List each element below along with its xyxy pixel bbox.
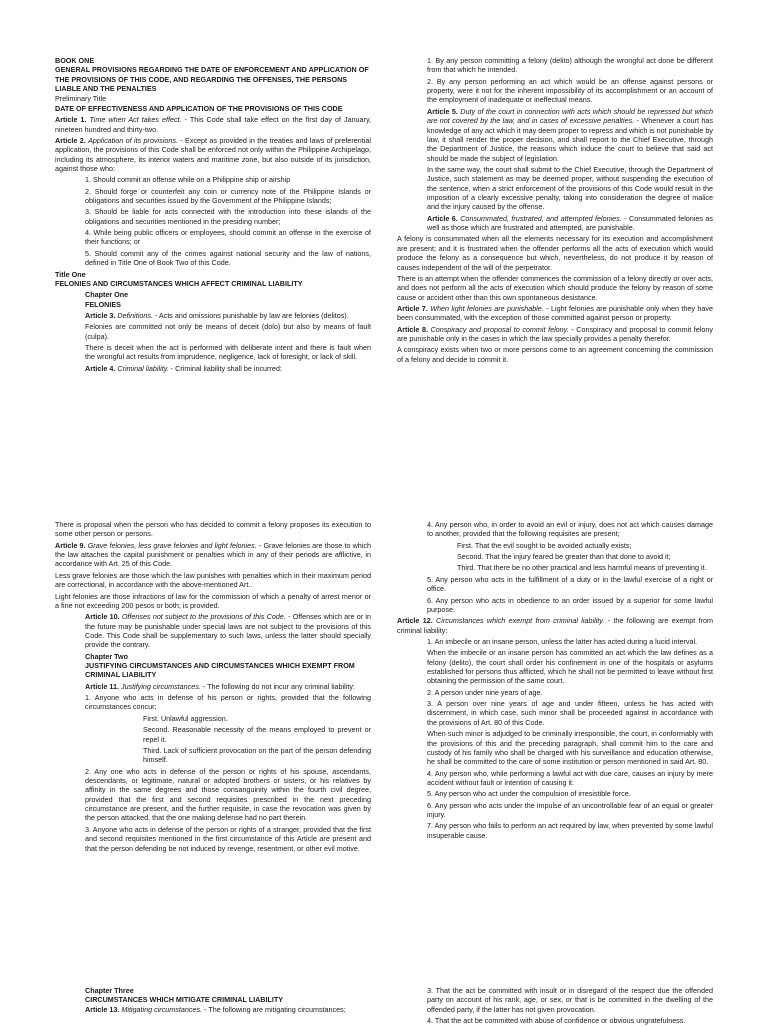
title-one: Title One xyxy=(55,269,86,279)
article-12-item-2: 2. A person under nine years of age. xyxy=(427,687,543,697)
article-11-item-4-sub: Third. That there be no other practical and less harmful means of preventing it. xyxy=(457,563,707,573)
article-2: Article 2. Application of its provisions. - Except as provided in the treaties and laws of preferential application, the provisions of this Code shall be enforced not only within the Philippine Archipelago, including its atmosphere, its interior waters and maritime zone, but also outside of its jurisdiction, against those who: xyxy=(55,135,371,173)
page3-left-column xyxy=(85,986,371,1016)
article-2-item: 2. Should forge or counterfeit any coin or currency note of the Philippine Islands or obligations and securities issued by the Government of the Philippine Islands; xyxy=(85,186,371,206)
felonies-heading: FELONIES xyxy=(85,299,121,309)
article-3-p2: Felonies are committed not only be means of deceit (dolo) but also by means of fault (culpa). xyxy=(85,322,371,341)
article-4-item-2: 2. By any person performing an act which would be an offense against persons or property, were it not for the inherent impossibility of its accomplishment or an account of the employment of inadequate or ineffectual means. xyxy=(427,76,713,105)
mitigate-heading: CIRCUMSTANCES WHICH MITIGATE CRIMINAL LIABILITY xyxy=(85,995,284,1005)
article-6: Article 6. Consummated, frustrated, and attempted felonies. - Consummated felonies as well as those which are frustrated and attempted, are punishable. xyxy=(427,213,713,233)
article-7: Article 7. When light felonies are punishable. - Light felonies are punishable only when they have been consummated, with the exception of those committed against person or property. xyxy=(397,303,713,323)
article-11-sub: First. Unlawful aggression. xyxy=(143,713,228,723)
date-effectiveness-heading: DATE OF EFFECTIVENESS AND APPLICATION OF THE PROVISIONS OF THIS CODE xyxy=(55,103,343,113)
article-2-item: 4. While being public officers or employees, should commit an offense in the exercise of their functions; or xyxy=(85,228,371,247)
page1-left-column xyxy=(55,56,371,375)
general-provisions-heading: GENERAL PROVISIONS REGARDING THE DATE OF ENFORCEMENT AND APPLICATION OF THE PROVISIONS OF THIS CODE, AND REGARDING THE OFFENSES, THE PERSONS LIABLE AND THE PENALTIES xyxy=(55,65,369,94)
article-14-item-4: 4. That the act be committed with abuse of confidence or obvious ungratefulness. xyxy=(427,1016,686,1026)
article-13: Article 13. Mitigating circumstances. - The following are mitigating circumstances; xyxy=(85,1004,346,1014)
article-12-item-5: 5. Any person who act under the compulsion of irresistible force. xyxy=(427,789,631,799)
book-heading: BOOK ONE xyxy=(55,56,95,65)
article-9-p2: Less grave felonies are those which the law punishes with penalties which in their maximum period are correctional, in accordance with the above-mentioned Art.. xyxy=(55,570,371,590)
article-12-item-1: 1. An imbecile or an insane person, unless the latter has acted during a lucid interval. xyxy=(427,636,698,646)
article-11-item-4-sub: Second. That the injury feared be greater than that done to avoid it; xyxy=(457,552,671,562)
article-11: Article 11. Justifying circumstances. - The following do not incur any criminal liability: xyxy=(85,681,355,691)
article-11-item-6: 6. Any person who acts in obedience to an order issued by a superior for some lawful purpose. xyxy=(427,595,713,614)
chapter-three: Chapter Three xyxy=(85,986,134,995)
article-8: Article 8. Conspiracy and proposal to commit felony. - Conspiracy and proposal to commit felony are punishable only in the cases in which the law specially provides a penalty therefor. xyxy=(397,324,713,344)
article-11-item-3: 3. Anyone who acts in defense of the person or rights of a stranger, provided that the first and second requisites mentioned in the first circumstance of this Article are present and that the person defending be not induced by revenge, resentment, or other evil motive. xyxy=(85,824,371,853)
article-4-item-1: 1. By any person committing a felony (delito) although the wrongful act done be different from that which he intended. xyxy=(427,56,713,75)
article-12-item-7: 7. Any person who fails to perform an act required by law, when prevented by some lawful insuperable cause. xyxy=(427,821,713,840)
justifying-heading: JUSTIFYING CIRCUMSTANCES AND CIRCUMSTANCES WHICH EXEMPT FROM CRIMINAL LIABILITY xyxy=(85,661,355,680)
chapter-one: Chapter One xyxy=(85,290,129,300)
article-12-item-1-p2: When the imbecile or an insane person has committed an act which the law defines as a felony (delito), the court shall order his confinement in one of the hospitals or asylums established for persons thus afflicted, which he shall not be permitted to leave without first obtaining the permission of the same court. xyxy=(427,648,713,686)
felonies-circumstances-heading: FELONIES AND CIRCUMSTANCES WHICH AFFECT CRIMINAL LIABILITY xyxy=(55,278,303,288)
article-8-p2: A conspiracy exists when two or more persons come to an agreement concerning the commission of a felony and decide to commit it. xyxy=(397,345,713,364)
article-12-item-3-p2: When such minor is adjudged to be criminally irresponsible, the court, in conformably with the provisions of this and the preceding paragraph, shall commit him to the care and custody of his family who shall be charged with his surveillance and education otherwise, he shall be committed to the care of some institution or person mentioned in said Art. 80. xyxy=(427,729,713,767)
page2-right-column xyxy=(397,520,713,842)
article-5: Article 5. Duty of the court in connection with acts which should be repressed but which are not covered by the law, and in cases of excessive penalties. - Whenever a court has knowledge of any act which it may deem proper to repress and which is not punishable by law, it shall render the proper decision, and shall report to the Chief Executive, through the Department of Justice, the reasons which induce the court to believe that said act should be made the subject of legislation. xyxy=(427,106,713,163)
article-12-item-6: 6. Any person who acts under the impulse of an uncontrollable fear of an equal or greater injury. xyxy=(427,800,713,820)
article-6-p3: There is an attempt when the offender commences the commission of a felony directly or over acts, and does not perform all the acts of execution which should produce the felony by reason of some cause or accident other than this own spontaneous desistance. xyxy=(397,273,713,302)
article-11-sub: Second. Reasonable necessity of the means employed to prevent or repel it. xyxy=(143,725,371,744)
article-6-p2: A felony is consummated when all the elements necessary for its execution and accomplishment are present; and it is frustrated when the offender performs all the acts of execution which would produce the felony as a consequence but which, nevertheless, do not produce it by reason of causes independent of the will of the perpetrator. xyxy=(397,234,713,272)
article-14-item-3: 3. That the act be committed with insult or in disregard of the respect due the offended party on account of his rank, age, or sex, or that is be committed in the dwelling of the offended party, if the latter has not given provocation. xyxy=(427,986,713,1014)
page2-left-column xyxy=(55,520,371,855)
article-12-item-4: 4. Any person who, while performing a lawful act with due care, causes an injury by mere accident without fault or intention of causing it. xyxy=(427,768,713,787)
preliminary-title: Preliminary Title xyxy=(55,94,107,104)
article-2-item: 1. Should commit an offense while on a Philippine ship or airship xyxy=(85,175,291,185)
chapter-two: Chapter Two xyxy=(85,651,128,661)
page3-right-column xyxy=(427,986,713,1027)
page1-right-column xyxy=(397,56,713,366)
proposal-paragraph: There is proposal when the person who has decided to commit a felony proposes its execution to some other person or persons. xyxy=(55,520,371,539)
article-11-item-2: 2. Any one who acts in defense of the person or rights of his spouse, ascendants, descendants, or legitimate, natural or adopted brothers or sisters, or his relatives by affinity in the same degrees and those consanguinity within the fourth civil degree, provided that the first and second requisites prescribed in the next preceding circumstance are present, and the further requisite, in case the revocation was given by the person attacked, that the one making defense had no part therein. xyxy=(85,766,371,823)
article-1: Article 1. Time when Act takes effect. - This Code shall take effect on the first day of January, nineteen hundred and thirty-two. xyxy=(55,115,372,134)
article-11-sub: Third. Lack of sufficient provocation on the part of the person defending himself. xyxy=(143,745,371,765)
article-2-item: 5. Should commit any of the crimes against national security and the law of nations, defined in Title One of Book Two of this Code. xyxy=(85,248,371,268)
article-11-item-5: 5. Any person who acts in the fulfillment of a duty or in the lawful exercise of a right or office. xyxy=(427,574,713,594)
article-4: Article 4. Criminal liability. - Criminal liability shall be incurred: xyxy=(85,363,282,373)
article-2-item: 3. Should be liable for acts connected with the introduction into these islands of the obligations and securities mentioned in the presiding number; xyxy=(85,207,371,226)
article-3: Article 3. Definitions. - Acts and omissions punishable by law are felonies (delitos). xyxy=(85,310,349,320)
article-9: Article 9. Grave felonies, less grave felonies and light felonies. - Grave felonies are those to which the law attaches the capital punishment or penalties which in any of their periods are afflictive, in accordance with Art. 25 of this Code. xyxy=(55,540,371,569)
article-11-item-4-sub: First. That the evil sought to be avoided actually exists; xyxy=(457,540,632,550)
article-10: Article 10. Offenses not subject to the provisions of this Code. - Offenses which are or in the future may be punishable under special laws are not subject to the provisions of this Code. This Code shall be supplementary to such laws, unless the latter should specially provide the contrary. xyxy=(85,612,372,650)
article-11-item-4: 4. Any person who, in order to avoid an evil or injury, does not act which causes damage to another, provided that the following requisites are present; xyxy=(427,520,713,539)
article-11-item-1: 1. Anyone who acts in defense of his person or rights, provided that the following circumstances concur; xyxy=(85,693,371,712)
article-9-p3: Light felonies are those infractions of law for the commission of which a penalty of arrest menor or a fine not exceeding 200 pesos or both; is provided. xyxy=(55,591,371,610)
article-3-p3: There is deceit when the act is performed with deliberate intent and there is fault when the wrongful act results from imprudence, negligence, lack of foresight, or lack of skill. xyxy=(85,343,371,362)
article-12-item-3: 3. A person over nine years of age and under fifteen, unless he has acted with discernment, in which case, such minor shall be proceeded against in accordance with the provisions of Art. 80 of this Code. xyxy=(427,699,713,727)
article-5-p2: In the same way, the court shall submit to the Chief Executive, through the Department of Justice, such statement as may be deemed proper, without suspending the execution of the sentence, when a strict enforcement of the provisions of this Code would result in the imposition of a clearly excessive penalty, taking into consideration the degree of malice and the injury caused by the offense. xyxy=(427,164,713,212)
article-12: Article 12. Circumstances which exempt from criminal liability. - the following are exempt from criminal liability: xyxy=(397,616,714,635)
